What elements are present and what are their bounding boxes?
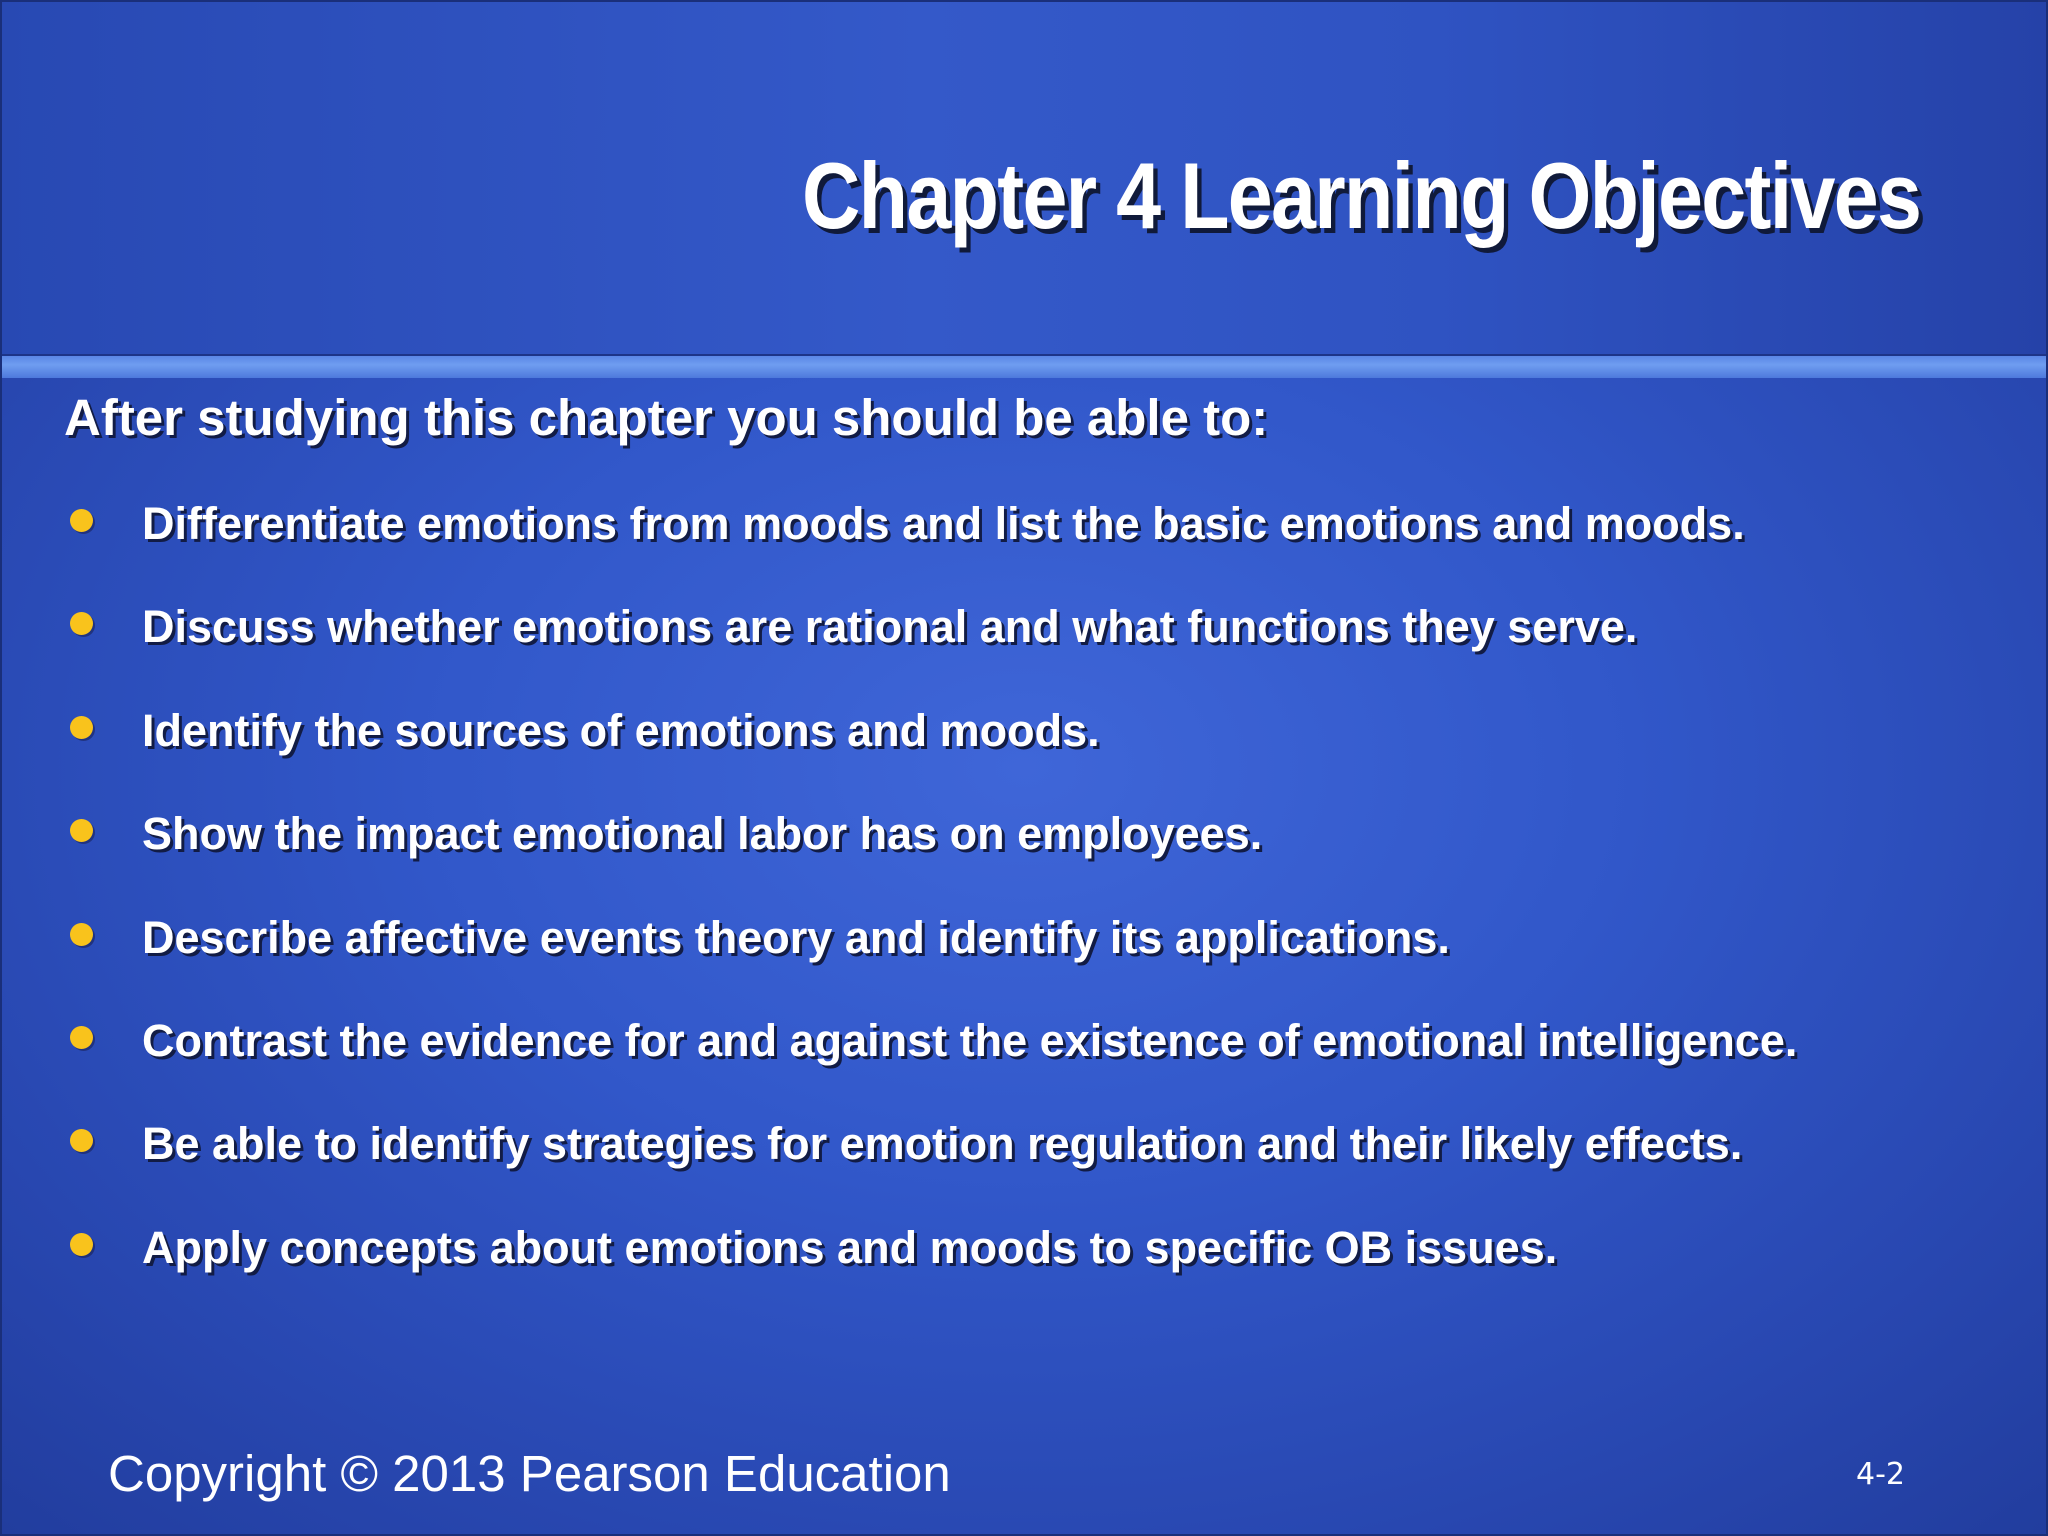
objective-text: Show the impact emotional labor has on employees. (142, 808, 1263, 860)
objective-text: Apply concepts about emotions and moods to specific OB issues. (142, 1221, 1558, 1273)
objective-text: Discuss whether emotions are rational and what functions they serve. (142, 601, 1638, 653)
objective-text: Contrast the evidence for and against the existence of emotional intelligence. (142, 1014, 1798, 1066)
bullet-dot-icon (70, 716, 93, 739)
objective-text: Differentiate emotions from moods and list the basic emotions and moods. (142, 498, 1745, 549)
bullet-dot-icon (70, 923, 93, 946)
bullet-dot-icon (70, 819, 93, 842)
intro-text: After studying this chapter you should be able to: (64, 389, 1269, 446)
bullet-dot-icon (70, 612, 93, 635)
copyright-footer: Copyright © 2013 Pearson Education (108, 1445, 951, 1502)
bullet-dot-icon (70, 1129, 93, 1152)
objective-text: Identify the sources of emotions and moods. (142, 704, 1100, 756)
objective-text: Describe affective events theory and identify its applications. (142, 911, 1450, 963)
bullet-dot-icon (70, 509, 93, 532)
bullet-dot-icon (70, 1233, 93, 1256)
bullet-dot-icon (70, 1026, 93, 1049)
slide-title: Chapter 4 Learning Objectives (801, 143, 1920, 248)
header-divider (2, 354, 2048, 378)
page-number: 4-2 (1856, 1457, 1905, 1492)
objective-text: Be able to identify strategies for emotion regulation and their likely effects. (142, 1118, 1743, 1170)
